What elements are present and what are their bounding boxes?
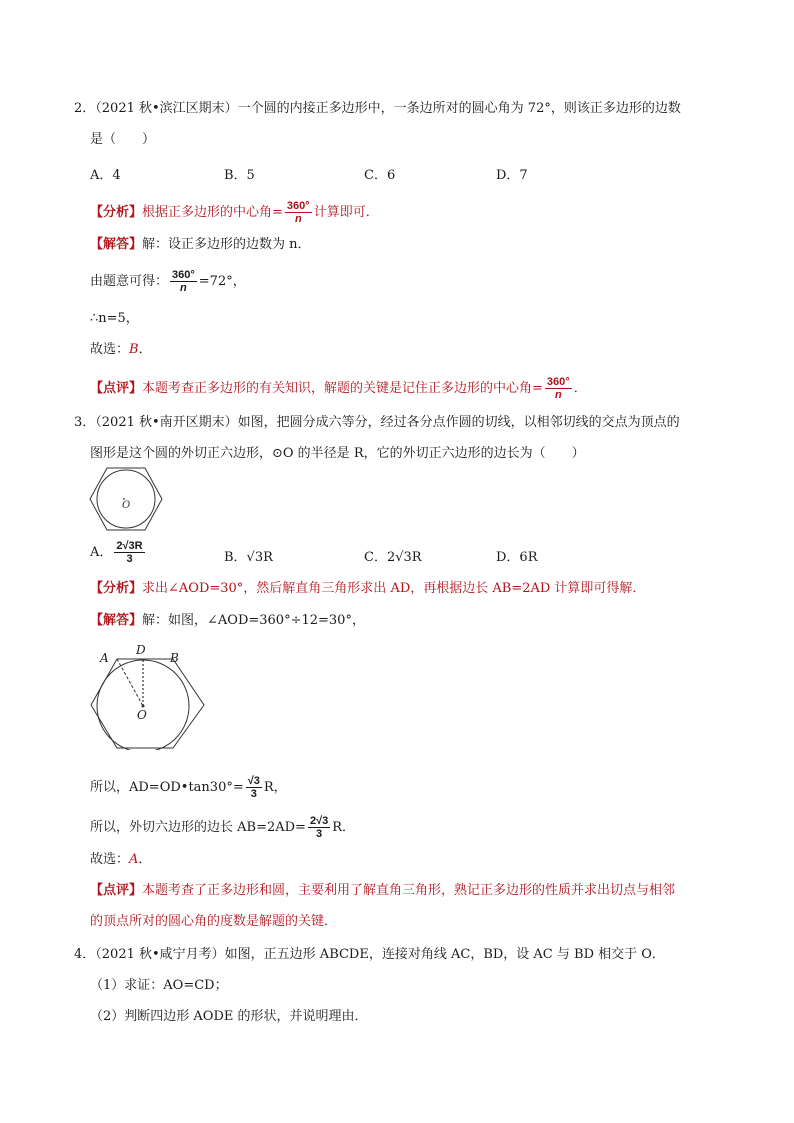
q2-analysis-text: 根据正多边形的中心角= [142,205,283,220]
q2-option-b: B．5 [224,168,255,183]
q3-figure2-label-o: O [137,708,147,722]
q4-part1: （1）求证：AO=CD； [90,978,228,993]
q3-answer-line1: 【解答】解：如图，∠AOD=360°÷12=30°， [90,613,365,628]
q2-option-a: A．4 [90,168,121,183]
q3-number: 3． [74,415,96,430]
q3-figure1-label-o: O [122,500,131,511]
q3-stem-line2: 图形是这个圆的外切正六边形，⊙O 的半径是 R，它的外切正六边形的边长为（ ） [90,446,585,461]
q2-stem-text: 一个圆的内接正多边形中，一条边所对的圆心角为 72°，则该正多边形的边数 [237,101,681,116]
q2-analysis-tag: 【分析】 [90,205,143,220]
q3-comment-line1: 【点评】本题考查了正多边形和圆，主要利用了解直角三角形，熟记正多边形的性质并求出切点与相邻 [90,883,676,898]
q3-choice-letter: A [129,852,139,867]
q3-comment-tag: 【点评】 [90,883,143,898]
q2-answer-line3: ∴n=5， [90,311,139,326]
q3-figure2-label-b: B [170,651,179,665]
q3-analysis [90,580,645,598]
q2-answer-fraction: $\frac{360^\circ}{n}$ [172,269,195,294]
q2-analysis-tail: 计算即可． [313,205,379,220]
q2-option-c: C．6 [364,168,396,183]
q3-analysis-tag: 【分析】 [90,581,143,596]
q3-stem-text: 如图，把圆分成六等分，经过各分点作圆的切线，以相邻切线的交点为顶点的 [237,415,680,430]
q2-choice-letter: B [129,342,139,357]
q2-comment: 【点评】本题考查正多边形的有关知识，解题的关键是记住正多边形的中心角= $\frac{360^\circ}{n}$ ． [90,376,587,401]
q2-analysis [90,200,379,225]
q2-stem-line1 [74,100,681,118]
q3-analysis-text: 求出∠AOD=30°，然后解直角三角形求出 AD，再根据边长 AB=2AD 计算即可得解． [142,581,646,596]
q4-part2: （2）判断四边形 AODE 的形状，并说明理由． [90,1009,368,1024]
q2-source: （2021 秋•滨江区期末） [95,101,238,116]
q3-figure2-label-d: D [136,643,146,657]
q4-number: 4． [74,947,96,962]
q3-option-c: C．2√3R [364,550,422,565]
q2-comment-fraction: $\frac{360^\circ}{n}$ [546,376,570,401]
q3-stem-line1 [74,414,680,432]
q3-option-d: D．6R [496,550,538,565]
q3-source: （2021 秋•南开区期末） [95,415,238,430]
q3-figure-solution [86,640,216,750]
q2-answer-line1 [90,236,311,254]
q2-comment-tag: 【点评】 [90,381,143,396]
q3-choice: 故选：A． [90,852,152,867]
q2-choice: 故选：B． [90,342,152,357]
q3-step1: 所以，AD=OD•tan30°= $\frac{√3}{3}$ R， [90,775,287,800]
q4-source: （2021 秋•咸宁月考） [95,947,225,962]
q2-stem-line2: 是（ ） [90,132,156,147]
q3-figure2-label-a: A [100,651,109,665]
q2-answer-text: 解：设正多边形的边数为 n． [142,237,311,252]
q4-stem-text: 如图，正五边形 ABCDE，连接对角线 AC，BD，设 AC 与 BD 相交于 O． [224,947,665,962]
q3-option-b: B．√3R [224,550,273,565]
q2-analysis-fraction: $\frac{360^\circ}{n}$ [286,200,310,225]
q2-option-d: D．7 [496,168,528,183]
q3-step2: 所以，外切六边形的边长 AB=2AD= $\frac{2√3}{3}$ R． [90,815,356,840]
q4-stem [74,946,665,964]
q3-option-a: A． $\frac{2√3R}{3}$ [90,540,143,565]
q3-answer-tag: 【解答】 [90,613,143,628]
q2-comment-text: 本题考查正多边形的有关知识，解题的关键是记住正多边形的中心角= [142,381,543,396]
q3-comment-line2: 的顶点所对的圆心角的度数是解题的关键． [90,914,338,929]
q2-answer-line2: 由题意可得： $\frac{360^\circ}{n}$ =72°， [90,269,246,294]
q3-figure-hexagon [88,466,164,532]
q2-number: 2． [74,101,96,116]
q2-answer-tag: 【解答】 [90,237,143,252]
